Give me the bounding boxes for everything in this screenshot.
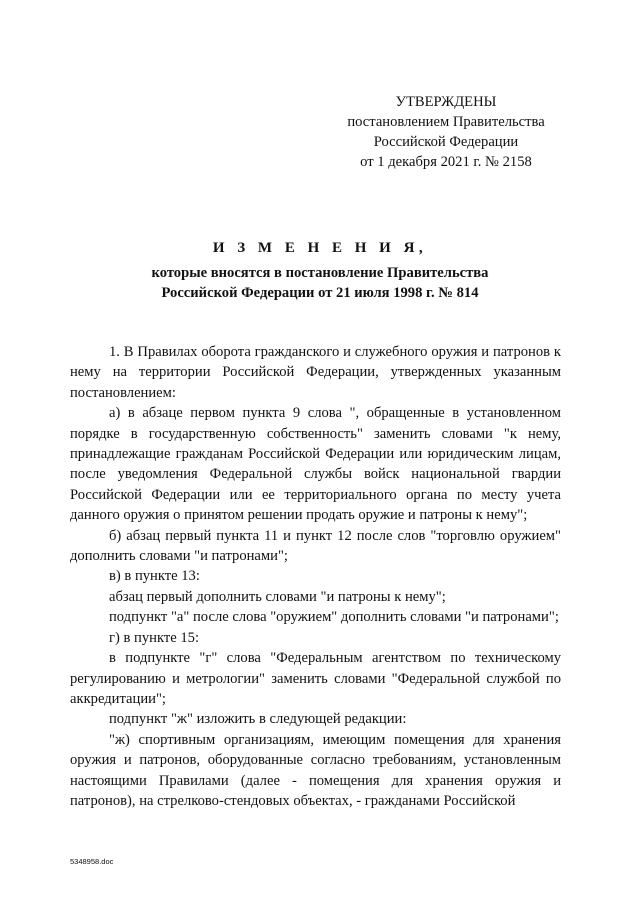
paragraph: г) в пункте 15: [109, 629, 199, 646]
paragraph: в подпункте "г" слова "Федеральным агентством по техническому регулированию и метрологии" заменить словами "Федеральной службой по аккредитации"; [70, 650, 561, 707]
paragraph: 1. В Правилах оборота гражданского и служебного оружия и патронов к нему на территории Российской Федерации, утвержденных указанным постановлением: [70, 344, 561, 401]
footer-filename: 5348958.doc [70, 857, 114, 866]
paragraph: подпункт "ж" изложить в следующей редакции: [109, 711, 407, 728]
paragraph: б) абзац первый пункта 11 и пункт 12 после слов "торговлю оружием" дополнить словами "и патронами"; [70, 527, 561, 565]
subtitle-line-2: Российской Федерации от 21 июля 1998 г. № 814 [161, 285, 479, 301]
document-title: И З М Е Н Е Н И Я, [212, 240, 428, 256]
paragraph: подпункт "а" после слова "оружием" дополнить словами "и патронами"; [109, 609, 559, 626]
paragraph: "ж) спортивным организациям, имеющим помещения для хранения оружия и патронов, оборудованные согласно требованиям, установленным настоящими Правилами (далее - помещения для хранения оружия и патронов), на стрелково-стендовых объектах, - гражданами Российской [70, 731, 561, 809]
document-subtitle [0, 263, 640, 303]
paragraph: в) в пункте 13: [109, 568, 200, 585]
paragraph: а) в абзаце первом пункта 9 слова ", обращенные в установленном порядке в государственную собственность" заменить словами "к нему, принадлежащие гражданам Российской Федерации или юридическим лицам, после уведомления Федеральной службы войск национальной гвардии Российской Федерации или ее территориального органа по месту учета данного оружия о принятом решении продать оружие и патроны к нему"; [70, 405, 561, 524]
approval-line-date-number: от 1 декабря 2021 г. № 2158 [360, 154, 532, 170]
subtitle-line-1: которые вносятся в постановление Правительства [151, 265, 489, 281]
document-body [70, 342, 561, 811]
approval-stamp [330, 92, 562, 172]
approval-line-country: Российской Федерации [373, 134, 519, 150]
approval-line-by-resolution: постановлением Правительства [347, 114, 545, 130]
paragraph: абзац первый дополнить словами "и патроны к нему"; [109, 588, 446, 605]
approval-line-approved: УТВЕРЖДЕНЫ [395, 94, 497, 110]
